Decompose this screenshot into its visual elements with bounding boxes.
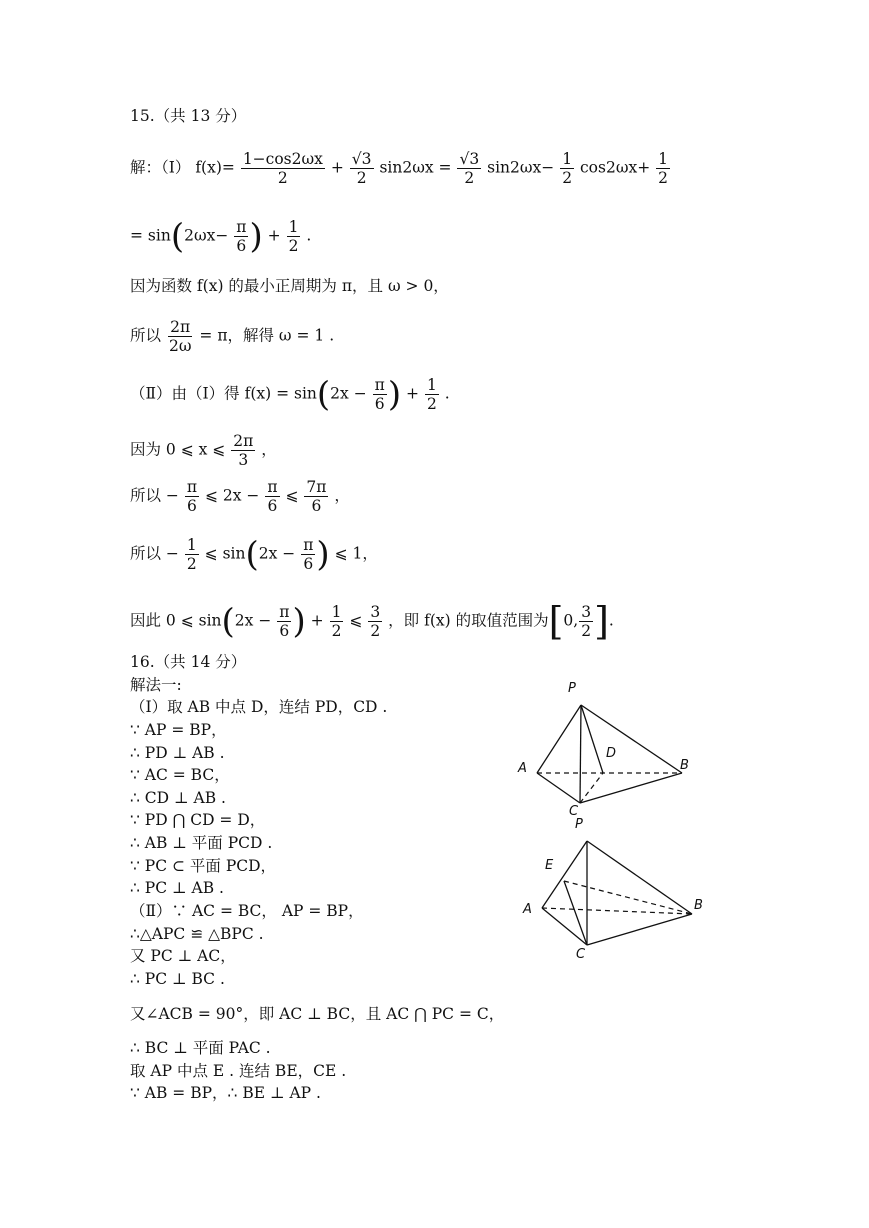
- eq2-frac: $\frac{\pi}{6}$: [236, 218, 247, 255]
- edge-PA: [537, 705, 581, 773]
- q16-line: ∵ AC = BC，: [130, 766, 230, 784]
- edge-PD: [581, 705, 603, 773]
- eq2-frac2: $\frac{1}{2}$: [288, 218, 299, 255]
- q15-equation-2: = sin(2ωx− $\frac{\pi}{6}$ ) + $\frac{1}{2}$ .: [130, 216, 312, 257]
- edge-CD-hidden: [580, 773, 603, 803]
- line9-f: 0,: [563, 611, 579, 630]
- line5-frac2: $\frac{1}{2}$: [426, 376, 437, 413]
- line7-a: 所以 −: [130, 486, 179, 505]
- eq1-cos: cos2ωx+: [580, 158, 651, 177]
- line8-a: 所以 −: [130, 544, 179, 563]
- label-D: D: [606, 746, 617, 761]
- line7-frac3: $\frac{7\pi}{6}$: [306, 478, 327, 515]
- q16-line: ∵ AB = BP，∴ BE ⊥ AP .: [130, 1084, 321, 1102]
- line7-frac2: $\frac{\pi}{6}$: [267, 478, 278, 515]
- q15-line-6: [130, 432, 277, 469]
- line9-e: ，即 f(x) 的取值范围为: [388, 611, 549, 630]
- line9-a: 因此 0 ⩽ sin: [130, 611, 222, 630]
- edge-PA: [542, 841, 587, 908]
- tetrahedron-figure-2: [505, 815, 715, 965]
- label-A: A: [518, 761, 527, 776]
- label-P: P: [575, 817, 583, 832]
- edge-AB-hidden: [542, 908, 692, 914]
- q16-line: ∴ PC ⊥ AB .: [130, 879, 224, 897]
- label-B: B: [694, 898, 703, 913]
- line8-b: ⩽ sin: [204, 544, 246, 563]
- eq2-a: = sin: [130, 226, 171, 245]
- line9-frac4: $\frac{3}{2}$: [581, 603, 592, 640]
- q16-line: （Ⅰ）取 AB 中点 D，连结 PD，CD .: [130, 698, 388, 716]
- label-C: C: [569, 804, 579, 819]
- line4-frac: $\frac{2\pi}{2\omega}$: [168, 318, 192, 355]
- line8-frac1: $\frac{1}{2}$: [186, 536, 197, 573]
- edge-PB: [581, 705, 682, 773]
- q16-heading: 16.（共 14 分）: [130, 653, 247, 671]
- line9-g: .: [608, 611, 614, 630]
- part1-prefix: 解：（Ⅰ）: [130, 158, 191, 177]
- line9-frac1: $\frac{\pi}{6}$: [279, 603, 290, 640]
- eq2-d: .: [306, 226, 312, 245]
- q16-line: ∴ PD ⊥ AB .: [130, 744, 225, 762]
- label-P: P: [568, 681, 576, 696]
- line7-c: ⩽: [285, 486, 299, 505]
- q15-equation-1: [130, 150, 671, 187]
- line4-b: = π，解得 ω = 1 .: [199, 326, 335, 345]
- q15-line-3: 因为函数 f(x) 的最小正周期为 π，且 ω > 0，: [130, 277, 449, 295]
- q16-line: 解法一:: [130, 676, 182, 694]
- line6-frac: $\frac{2\pi}{3}$: [233, 432, 254, 469]
- q16-line: ∴ BC ⊥ 平面 PAC .: [130, 1039, 271, 1057]
- line6-a: 因为 0 ⩽ x ⩽: [130, 440, 226, 459]
- line7-d: ，: [334, 486, 350, 505]
- line8-d: ⩽ 1，: [334, 544, 378, 563]
- q16-line: ∵ PC ⊂ 平面 PCD，: [130, 857, 277, 875]
- q16-line: ∴ CD ⊥ AB .: [130, 789, 226, 807]
- q16-line: ∴ AB ⊥ 平面 PCD .: [130, 834, 273, 852]
- label-E: E: [545, 858, 554, 873]
- eq2-c: +: [267, 226, 281, 245]
- edge-AC: [537, 773, 580, 803]
- eq1-sin2: sin2ωx−: [487, 158, 555, 177]
- q16-line: 又 PC ⊥ AC，: [130, 947, 236, 965]
- edge-CB: [580, 773, 682, 803]
- line5-c: +: [406, 384, 420, 403]
- eq1-frac1: $\frac{1-\cos 2\omega x}{2}$: [242, 150, 323, 187]
- edge-PC: [580, 705, 581, 803]
- label-A: A: [523, 902, 532, 917]
- line7-b: ⩽ 2x −: [204, 486, 260, 505]
- eq1-frac4: $\frac{1}{2}$: [562, 150, 573, 187]
- q16-line: ∴△APC ≌ △BPC .: [130, 925, 264, 943]
- edge-CB: [587, 914, 692, 945]
- line9-b: 2x −: [234, 611, 272, 630]
- eq1-plus: +: [330, 158, 344, 177]
- q16-line: ∵ AP = BP，: [130, 721, 227, 739]
- line5-d: .: [444, 384, 450, 403]
- q15-heading: 15.（共 13 分）: [130, 107, 247, 125]
- edge-PB: [587, 841, 692, 914]
- eq2-b: 2ωx−: [184, 226, 229, 245]
- line9-c: +: [310, 611, 324, 630]
- eq1-frac3: $\frac{√3}{2}$: [459, 150, 480, 187]
- eq1-lhs: f(x)=: [195, 158, 235, 177]
- line9-d: ⩽: [349, 611, 363, 630]
- label-C: C: [576, 947, 586, 962]
- line5-frac: $\frac{\pi}{6}$: [374, 376, 385, 413]
- eq1-sin: sin2ωx =: [379, 158, 452, 177]
- q15-line-9: 因此 0 ⩽ sin(2x − $\frac{\pi}{6}$ ) + $\frac{1}{2}$ ⩽ $\frac{3}{2}$ ，即 f(x) 的取值范围为[0, $\frac{3}{2}$ ].: [130, 599, 614, 644]
- q16-line: ∴ PC ⊥ BC .: [130, 970, 225, 988]
- q16-line: 取 AP 中点 E . 连结 BE，CE .: [130, 1062, 347, 1080]
- line8-c: 2x −: [258, 544, 296, 563]
- line8-frac2: $\frac{\pi}{6}$: [303, 536, 314, 573]
- label-B: B: [680, 758, 689, 773]
- line9-frac3: $\frac{3}{2}$: [370, 603, 381, 640]
- q15-line-8: 所以 − $\frac{1}{2}$ ⩽ sin(2x − $\frac{\pi}{6}$ ) ⩽ 1，: [130, 534, 378, 575]
- tetrahedron-figure-1: [505, 675, 705, 820]
- line6-b: ，: [261, 440, 277, 459]
- q15-line-4: [130, 318, 334, 355]
- line5-a: （Ⅱ）由（Ⅰ）得 f(x) = sin: [130, 384, 317, 403]
- line9-frac2: $\frac{1}{2}$: [331, 603, 342, 640]
- q15-line-5: （Ⅱ）由（Ⅰ）得 f(x) = sin(2x − $\frac{\pi}{6}$ ) + $\frac{1}{2}$ .: [130, 374, 450, 415]
- line4-a: 所以: [130, 326, 162, 345]
- line5-b: 2x −: [330, 384, 367, 403]
- line7-frac1: $\frac{\pi}{6}$: [186, 478, 198, 515]
- eq1-frac5: $\frac{1}{2}$: [658, 150, 669, 187]
- eq1-frac2: $\frac{√3}{2}$: [351, 150, 372, 187]
- q16-line-angle: 又∠ACB = 90°，即 AC ⊥ BC，且 AC ⋂ PC = C，: [130, 1005, 505, 1023]
- edge-EB-hidden: [564, 881, 692, 914]
- q16-line: ∵ PD ⋂ CD = D，: [130, 811, 266, 829]
- q15-line-7: [130, 478, 350, 515]
- q16-line: （Ⅱ）∵ AC = BC， AP = BP，: [130, 902, 364, 920]
